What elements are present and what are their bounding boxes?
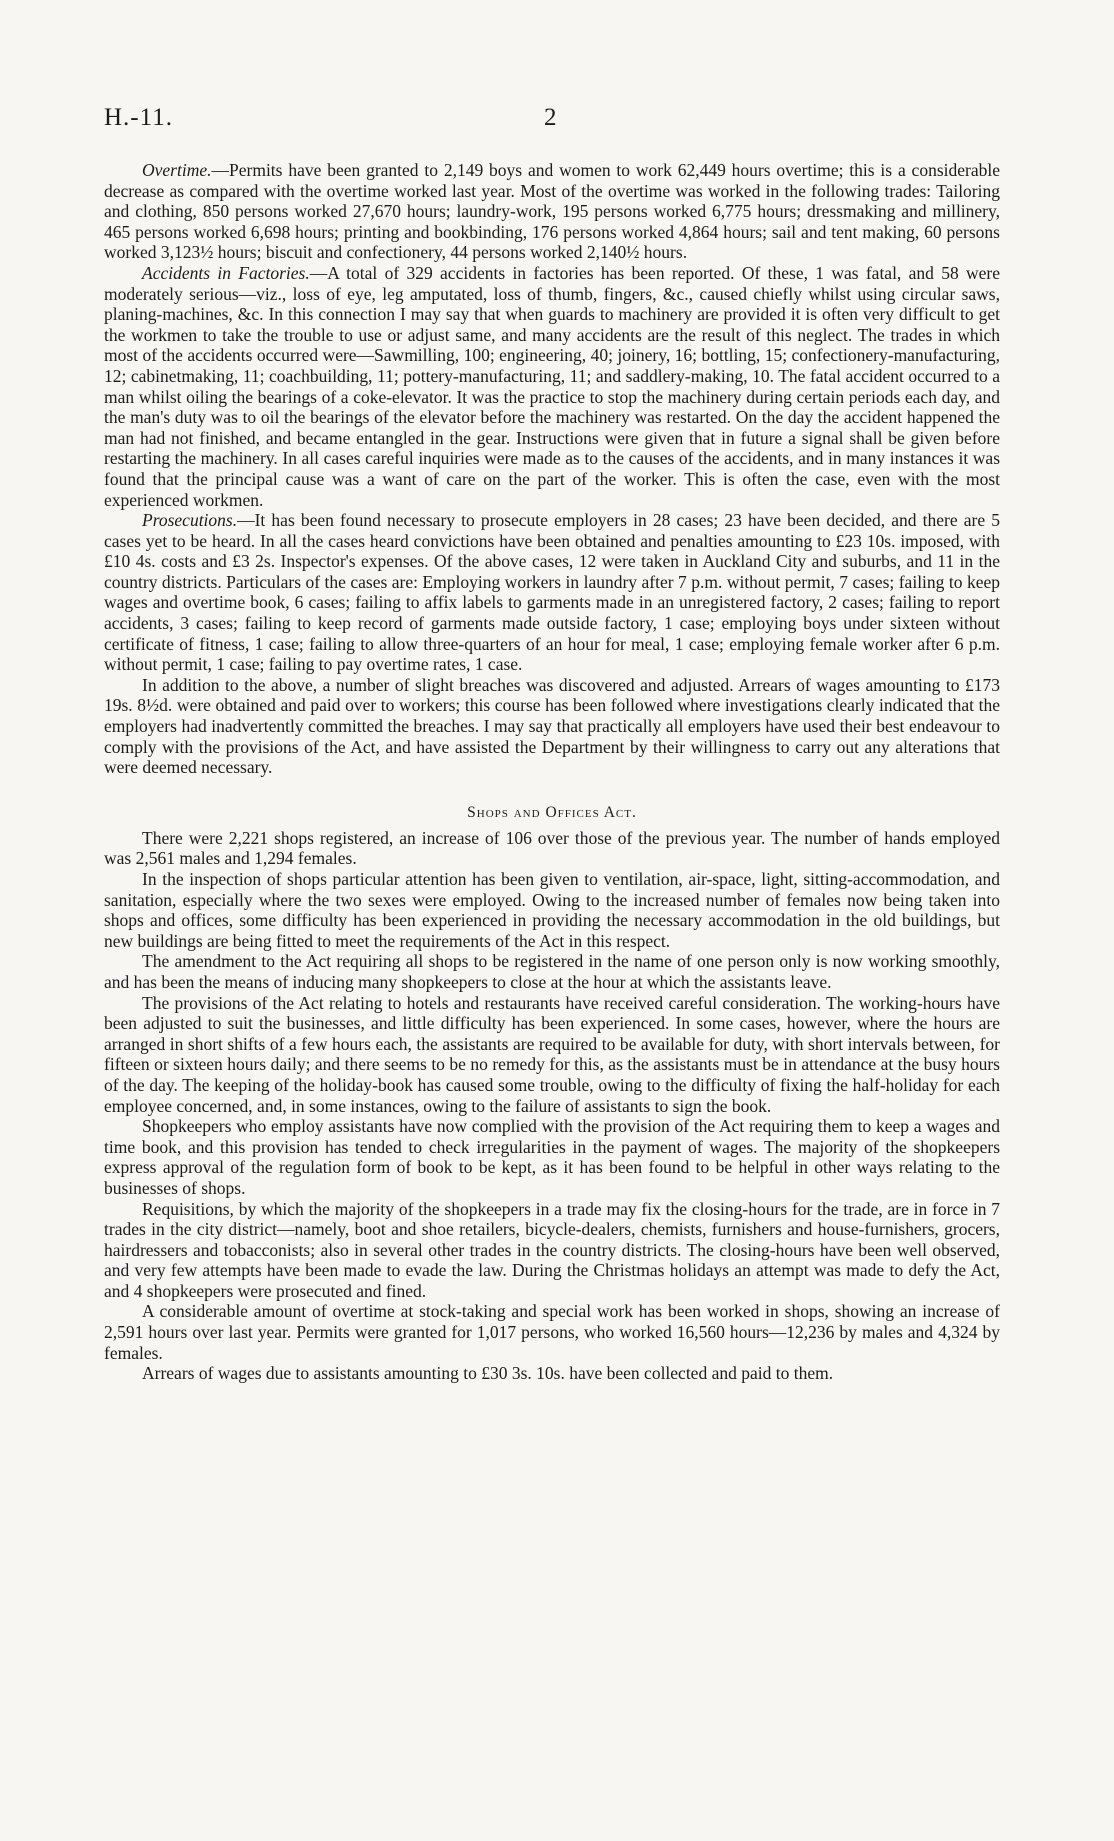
paragraph-requisitions: Requisitions, by which the majority of the shopkeepers in a trade may fix the closing-hours for the trade, are in force in 7 trades in the city district—namely, boot and shoe retailers, bicycle-dealers, chemists, furnishers and house-furnishers, grocers, hairdressers and tobacconists; also in several other trades in the country districts. The closing-hours have been well observed, and very few attempts have been made to evade the law. During the Christmas holidays an attempt was made to defy the Act, and 4 shopkeepers were prosecuted and fined. (104, 1198, 1000, 1301)
section-heading: Shops and Offices Act. (467, 803, 637, 821)
paragraph-text: In addition to the above, a number of slight breaches was discovered and adjusted. Arrears of wages amounting to £173 19s. 8½d. were obtained and paid over to workers; this course has been followed where investigations clearly indicated that the employers had inadvertently committed the breaches. I may say that practically all employers have used their best endeavour to comply with the provisions of the Act, and have assisted the Department by their willingness to carry out any alterations that were deemed necessary. (104, 674, 1000, 778)
paragraph-accidents (104, 263, 1000, 510)
page-header (104, 104, 1009, 136)
paragraph-text: —Permits have been granted to 2,149 boys and women to work 62,449 hours overtime; this is a considerable decrease as compared with the overtime worked last year. Most of the overtime was worked in the following trades: Tailoring and clothing, 850 persons worked 27,670 hours; laundry-work, 195 persons worked 6,775 hours; dressmaking and millinery, 465 persons worked 6,698 hours; printing and bookbinding, 176 persons worked 4,864 hours; sail and tent making, 60 persons worked 3,123½ hours; biscuit and confectionery, 44 persons worked 2,140½ hours. (104, 160, 1000, 263)
run-in-heading: Overtime. (142, 160, 212, 180)
paragraph-text: —A total of 329 accidents in factories has been reported. Of these, 1 was fatal, and 58 were moderately serious—viz., loss of eye, leg amputated, loss of thumb, fingers, &c., caused chiefly whilst using circular saws, planing-machines, &c. In this connection I may say that when guards to machinery are provided it is often very difficult to get the workmen to take the trouble to use or adjust same, and many accidents are the result of this neglect. The trades in which most of the accidents occurred were—Sawmilling, 100; engineering, 40; joinery, 16; bottling, 15; confectionery-manufacturing, 12; cabinetmaking, 11; coachbuilding, 11; pottery-manufacturing, 11; and saddlery-making, 10. The fatal accident occurred to a man whilst oiling the bearings of a coke-elevator. It was the practice to stop the machinery during certain periods each day, and the man's duty was to oil the bearings of the elevator before the machinery was restarted. On the day the accident happened the man had not finished, and became entangled in the gear. Instructions were given that in future a signal shall be given before restarting the machinery. In all cases careful inquiries were made as to the causes of the accidents, and in many instances it was found that the principal cause was a want of care on the part of the worker. This is often the case, even with the most experienced workmen. (104, 262, 1000, 510)
paragraph-shop-overtime: A considerable amount of overtime at stock-taking and special work has been worked in shops, showing an increase of 2,591 hours over last year. Permits were granted for 1,017 persons, who worked 16,560 hours—12,236 by males and 4,324 by females. (104, 1301, 1000, 1363)
run-in-heading: Accidents in Factories. (142, 262, 310, 283)
run-in-heading: Prosecutions. (142, 510, 238, 531)
paragraph-prosecutions (104, 510, 1000, 675)
paragraph-shops-registered: There were 2,221 shops registered, an increase of 106 over those of the previous year. The number of hands employed was 2,561 males and 1,294 females. (104, 827, 1000, 869)
paragraph-text: —It has been found necessary to prosecute employers in 28 cases; 23 have been decided, and there are 5 cases yet to be heard. In all the cases heard convictions have been obtained and penalties amounting to £23 10s. imposed, with £10 4s. costs and £3 2s. Inspector's expenses. Of the above cases, 12 were taken in Auckland City and suburbs, and 11 in the country districts. Particulars of the cases are: Employing workers in laundry after 7 p.m. without permit, 7 cases; failing to keep wages and overtime book, 6 cases; failing to affix labels to garments made in an unregistered factory, 2 cases; failing to report accidents, 3 cases; failing to keep record of garments made outside factory, 1 case; employing boys under sixteen without certificate of fitness, 1 case; failing to allow three-quarters of an hour for meal, 1 case; employing female worker after 6 p.m. without permit, 1 case; failing to pay overtime rates, 1 case. (104, 510, 1000, 675)
paragraph-amendment: The amendment to the Act requiring all shops to be registered in the name of one person only is now working smoothly, and has been the means of inducing many shopkeepers to close at the hour at which the assistants leave. (104, 951, 1000, 992)
paragraph-overtime (104, 160, 1000, 263)
paragraph-inspection: In the inspection of shops particular attention has been given to ventilation, air-space, light, sitting-accommodation, and sanitation, especially where the two sexes were employed. Owing to the increased number of females now being taken into shops and offices, some difficulty has been experienced in providing the necessary accommodation in the old buildings, but new buildings are being fitted to meet the requirements of the Act in this respect. (104, 869, 1000, 951)
paragraph-hotels: The provisions of the Act relating to hotels and restaurants have received careful consideration. The working-hours have been adjusted to suit the businesses, and little difficulty has been experienced. In some cases, however, where the hours are arranged in short shifts of a few hours each, the assistants are required to be available for duty, with short intervals between, for fifteen or sixteen hours daily; and there seems to be no remedy for this, as the assistants must be in attendance at the busy hours of the day. The keeping of the holiday-book has caused some trouble, owing to the difficulty of fixing the half-holiday for each employee concerned, and, in some instances, owing to the failure of assistants to sign the book. (104, 992, 1000, 1116)
section-spacer (104, 778, 1000, 802)
paragraph-breaches (104, 675, 1000, 778)
page-number: 2 (544, 104, 557, 131)
document-reference: H.-11. (104, 104, 173, 131)
paragraph-arrears: Arrears of wages due to assistants amounting to £30 3s. 10s. have been collected and paid to them. (142, 1363, 834, 1384)
paragraph-wages-book: Shopkeepers who employ assistants have now complied with the provision of the Act requiring them to keep a wages and time book, and this provision has tended to check irregularities in the payment of wages. The majority of the shopkeepers express approval of the regulation form of book to be kept, as it has been found to be helpful in other ways relating to the businesses of shops. (104, 1116, 1000, 1198)
document-body (104, 160, 1000, 1384)
